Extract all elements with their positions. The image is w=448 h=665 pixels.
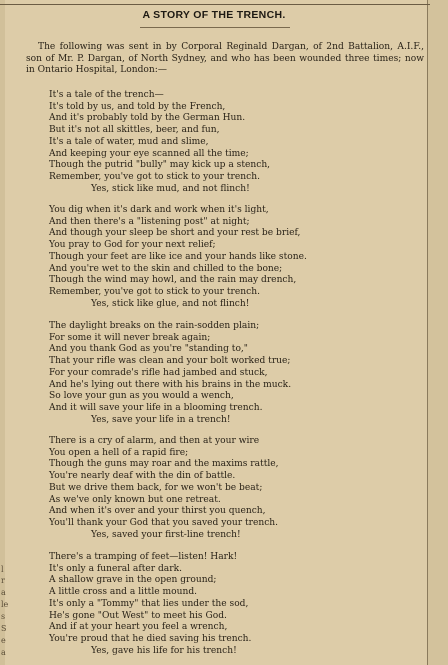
margin-fragment: le [1,600,9,609]
poem-line: But it's not all skittles, beer, and fun, [49,125,220,136]
poem-stanza-5 [49,552,251,657]
poem-line: He's gone "Out West" to meet his God. [49,610,227,621]
poem-refrain: Yes, save your life in a trench! [91,414,231,425]
margin-fragment: r [1,576,5,585]
poem-stanza-1 [49,90,270,195]
poem-line: Though the guns may roar and the maxims rattle, [49,459,279,470]
poem-line: Remember, you've got to stick to your trench. [49,171,260,182]
poem-line: And he's lying out there with his brains in the muck. [49,379,292,390]
poem-refrain: Yes, saved your first-line trench! [91,529,241,540]
margin-fragment: a [1,648,6,657]
poem-line: As we've only known but one retreat. [49,494,221,505]
poem-refrain: Yes, gave his life for his trench! [91,645,237,656]
poem-refrain: Yes, stick like mud, and not flinch! [91,183,250,194]
poem-line: But we drive them back, for we won't be beat; [49,482,263,493]
margin-fragment: a [1,588,6,597]
poem-line: A shallow grave in the open ground; [49,575,217,586]
poem-line: That your rifle was clean and your bolt worked true; [49,356,291,367]
poem-stanza-2 [49,205,307,310]
margin-fragment: l [1,565,4,574]
poem-line: You'll thank your God that you saved your trench. [49,517,279,528]
article-intro: The following was sent in by Corporal Reginald Dargan, of 2nd Battalion, A.I.F., son of Mr. P. Dargan, of North Sydney, and who has been wounded three times; now in Ontario Hospital, London:— [26,42,424,75]
poem-line: You open a hell of a rapid fire; [49,447,189,458]
poem-line: And you're wet to the skin and chilled to the bone; [49,263,283,274]
poem-line: And though your sleep be short and your rest be brief, [49,228,301,239]
poem-line: For your comrade's rifle had jambed and stuck, [49,367,268,378]
poem-line: And you thank God as you're "standing to," [49,344,248,355]
poem-line: So love your gun as you would a wench, [49,391,234,402]
poem-line: You're nearly deaf with the din of battle. [49,471,236,482]
poem-line: And when it's over and your thirst you quench, [49,506,266,517]
poem-line: And it's probably told by the German Hun. [49,113,246,124]
poem-line: And then there's a "listening post" at night; [49,216,250,227]
poem-line: It's a tale of the trench— [49,90,164,100]
poem-line: There is a cry of alarm, and then at your wire [49,436,260,446]
top-rule [0,4,430,5]
poem-line: Remember, you've got to stick to your trench. [49,286,260,297]
poem-line: It's told by us, and told by the French, [49,101,226,112]
poem-line: Though the wind may howl, and the rain may drench, [49,275,297,286]
poem-line: You pray to God for your next relief; [49,240,216,251]
poem-line: Though the putrid "bully" may kick up a stench, [49,160,271,171]
poem-line: You dig when it's dark and work when it's light, [49,205,269,215]
title-underline [140,27,290,28]
poem-line: You're proud that he died saving his trench. [49,633,252,644]
poem-line: It's only a funeral after dark. [49,563,182,574]
poem-line: There's a tramping of feet—listen! Hark! [49,552,238,562]
poem-line: And it will save your life in a blooming trench. [49,402,263,413]
poem-line: And if at your heart you feel a wrench, [49,622,228,633]
poem-line: Though your feet are like ice and your hands like stone. [49,251,307,262]
poem-line: It's only a "Tommy" that lies under the sod, [49,598,249,609]
poem-line: And keeping your eye scanned all the time; [49,148,249,159]
poem-line: For some it will never break again; [49,332,211,343]
margin-fragment: s [1,612,6,621]
margin-fragment: S [1,624,7,633]
poem-line: A little cross and a little mound. [49,587,198,598]
right-margin-strip [428,0,448,665]
article-title: A STORY OF THE TRENCH. [142,9,286,21]
poem-refrain: Yes, stick like glue, and not flinch! [91,298,250,309]
column-rule [427,0,428,665]
poem-line: It's a tale of water, mud and slime, [49,136,209,147]
poem-line: The daylight breaks on the rain-sodden plain; [49,321,260,331]
poem-stanza-3 [49,321,291,426]
margin-fragment: e [1,636,6,645]
poem-stanza-4 [49,436,279,541]
